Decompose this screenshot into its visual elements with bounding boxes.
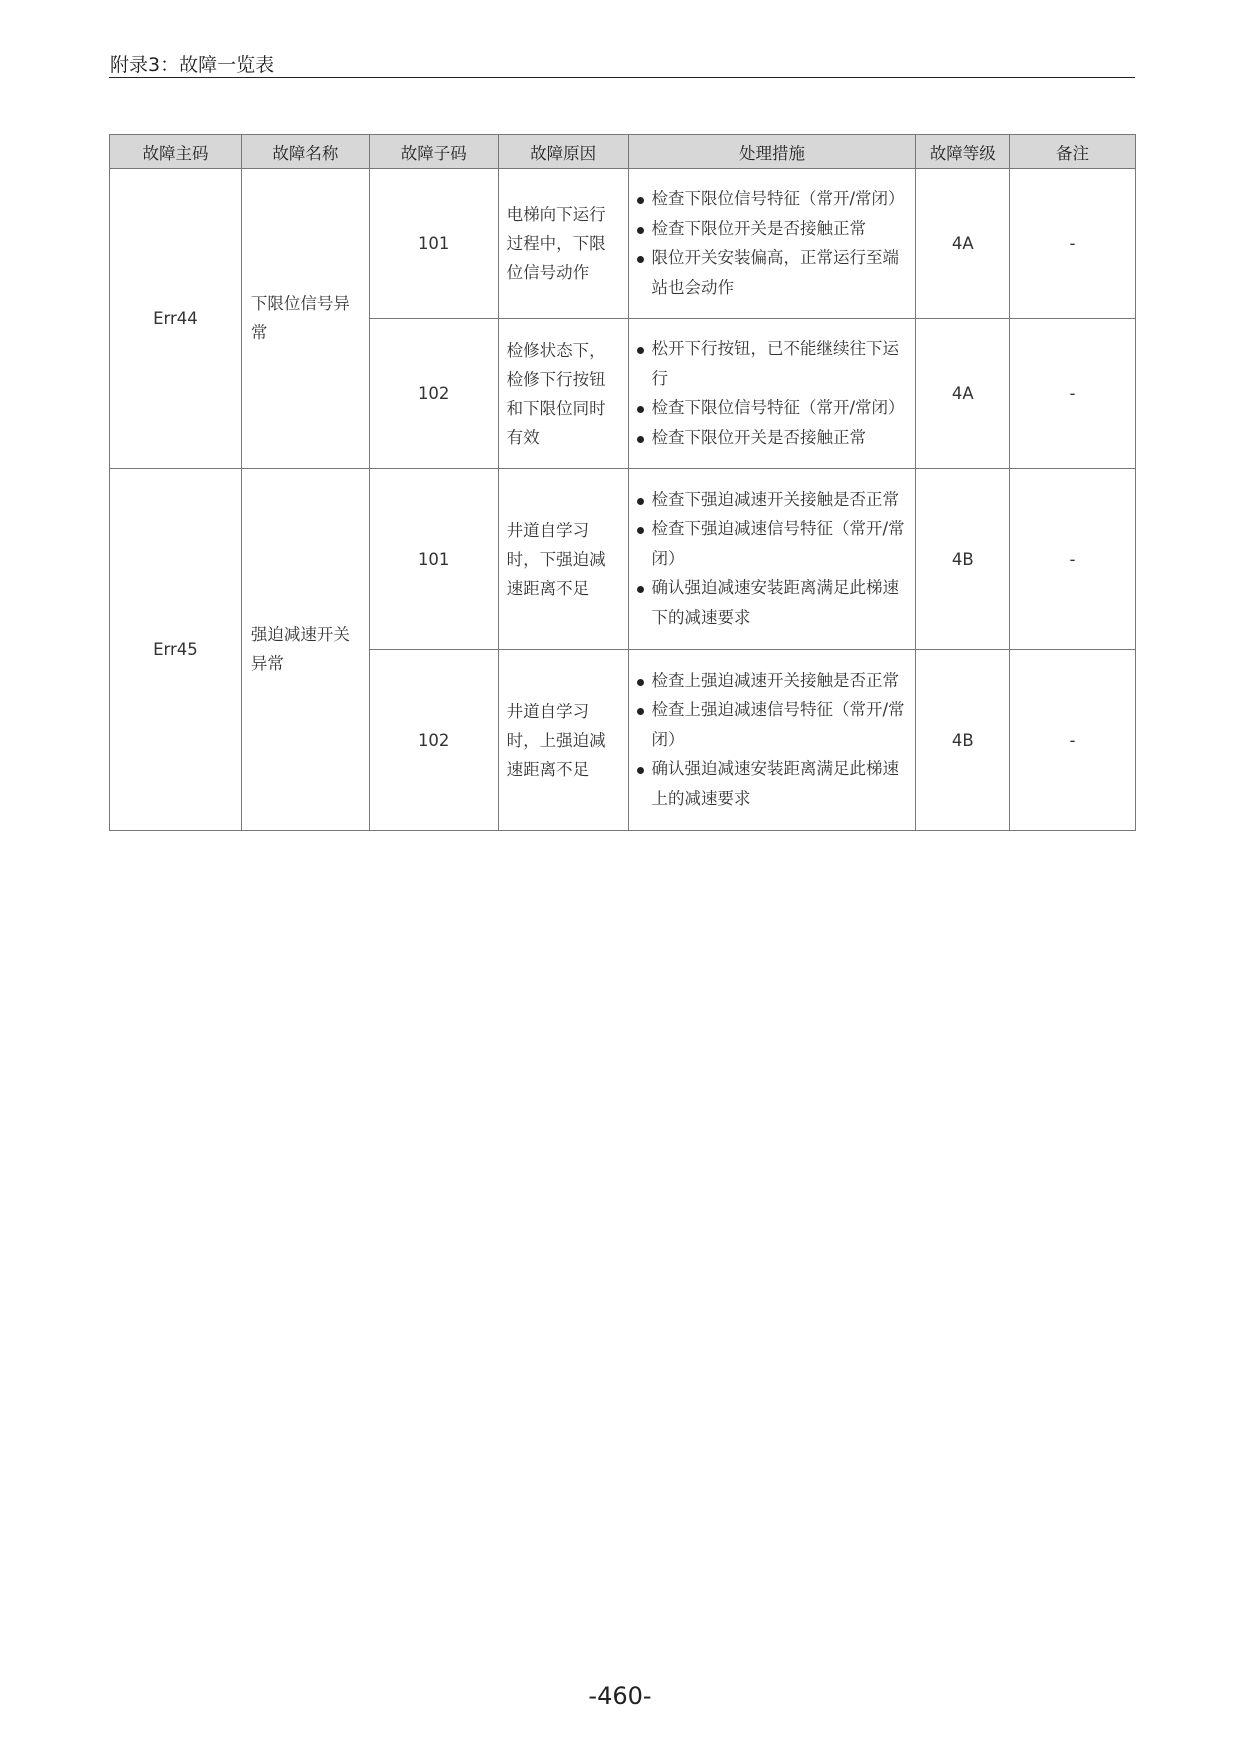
column-header-fault-name: 故障名称 [241, 135, 369, 169]
main-code-cell: Err44 [110, 169, 242, 469]
column-header-main-code: 故障主码 [110, 135, 242, 169]
table-row [110, 469, 1136, 650]
measures-cell [628, 650, 916, 831]
measures-cell [628, 319, 916, 469]
sub-code-cell: 101 [369, 169, 498, 319]
measures-list [629, 481, 916, 638]
cause-cell [498, 319, 628, 469]
cause-cell [498, 169, 628, 319]
column-header-cause: 故障原因 [498, 135, 628, 169]
fault-name-cell [241, 469, 369, 831]
cause-cell [498, 469, 628, 650]
page-header-title: 附录3：故障一览表 [110, 54, 275, 76]
column-header-level: 故障等级 [916, 135, 1010, 169]
cause-cell [498, 650, 628, 831]
sub-code-cell: 102 [369, 650, 498, 831]
cause-text: 井道自学习时，下强迫减速距离不足 [506, 520, 606, 598]
measure-item: 松开下行按钮，已不能继续往下运行 [637, 334, 912, 393]
measure-item: 检查上强迫减速信号特征（常开/常闭） [637, 695, 912, 754]
sub-code-cell: 102 [369, 319, 498, 469]
measure-item: 检查下限位信号特征（常开/常闭） [637, 393, 912, 423]
measures-list [629, 662, 916, 819]
fault-name-cell [241, 169, 369, 469]
level-cell: 4A [916, 319, 1010, 469]
cause-text: 检修状态下，检修下行按钮和下限位同时有效 [506, 340, 606, 447]
note-cell: - [1010, 469, 1136, 650]
note-cell: - [1010, 650, 1136, 831]
level-cell: 4A [916, 169, 1010, 319]
measures-cell [628, 169, 916, 319]
fault-table [109, 134, 1136, 831]
column-header-sub-code: 故障子码 [369, 135, 498, 169]
measure-item: 限位开关安装偏高，正常运行至端站也会动作 [637, 243, 912, 302]
fault-name-text: 强迫减速开关异常 [250, 625, 350, 673]
measure-item: 检查下强迫减速开关接触是否正常 [637, 485, 912, 515]
fault-name-text: 下限位信号异常 [250, 294, 350, 342]
measure-item: 检查下限位开关是否接触正常 [637, 214, 912, 244]
measures-list [629, 180, 916, 307]
measure-item: 检查下限位信号特征（常开/常闭） [637, 184, 912, 214]
measure-item: 确认强迫减速安装距离满足此梯速上的减速要求 [637, 754, 912, 813]
main-code-cell: Err45 [110, 469, 242, 831]
table-row [110, 169, 1136, 319]
sub-code-cell: 101 [369, 469, 498, 650]
page-header [109, 46, 1135, 78]
note-cell: - [1010, 319, 1136, 469]
cause-text: 电梯向下运行过程中，下限位信号动作 [506, 205, 606, 282]
measures-cell [628, 469, 916, 650]
measure-item: 检查下限位开关是否接触正常 [637, 423, 912, 453]
measure-item: 检查上强迫减速开关接触是否正常 [637, 666, 912, 696]
page-number: -460- [588, 1682, 652, 1710]
measure-item: 确认强迫减速安装距离满足此梯速下的减速要求 [637, 573, 912, 632]
level-cell: 4B [916, 469, 1010, 650]
column-header-note: 备注 [1010, 135, 1136, 169]
level-cell: 4B [916, 650, 1010, 831]
table-header-row [110, 135, 1136, 169]
measure-item: 检查下强迫减速信号特征（常开/常闭） [637, 514, 912, 573]
column-header-measures: 处理措施 [628, 135, 916, 169]
note-cell: - [1010, 169, 1136, 319]
measures-list [629, 330, 916, 457]
cause-text: 井道自学习时，上强迫减速距离不足 [506, 701, 606, 779]
